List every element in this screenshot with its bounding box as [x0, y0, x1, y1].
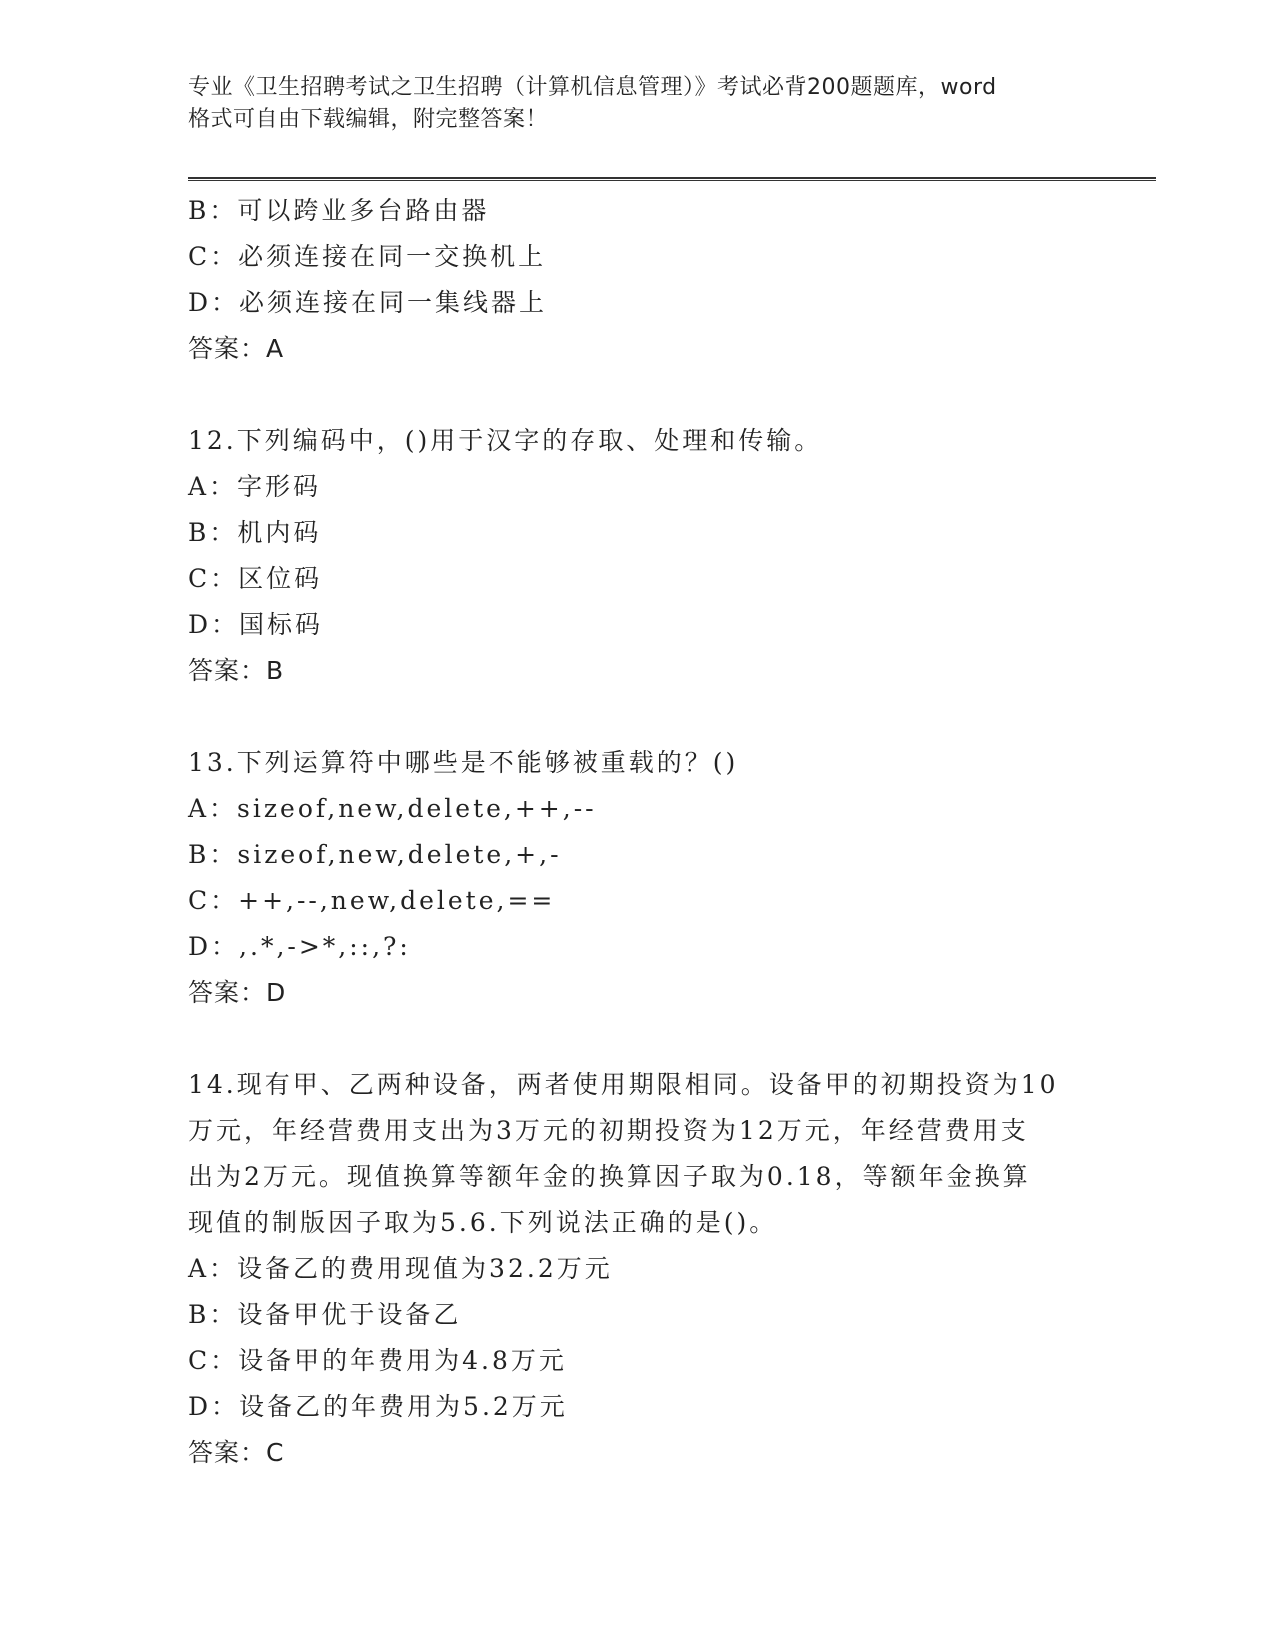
- question-stem-line-1: 14.现有甲、乙两种设备，两者使用期限相同。设备甲的初期投资为10: [188, 1070, 1059, 1099]
- answer: 答案：B: [188, 656, 285, 685]
- option-b: B：设备甲优于设备乙: [188, 1300, 462, 1329]
- header-line-2: 格式可自由下载编辑，附完整答案！: [188, 107, 549, 132]
- option-a: A：设备乙的费用现值为32.2万元: [188, 1254, 613, 1283]
- question-stem-line-4: 现值的制版因子取为5.6.下列说法正确的是()。: [188, 1208, 778, 1237]
- question-14: [188, 1062, 1108, 1476]
- option-d: D：国标码: [188, 610, 324, 639]
- option-a: A：字形码: [188, 472, 322, 501]
- question-stem-line-3: 出为2万元。现值换算等额年金的换算因子取为0.18，等额年金换算: [188, 1162, 1031, 1191]
- option-c: C：++,--,new,delete,==: [188, 886, 556, 915]
- answer: 答案：C: [188, 1438, 285, 1467]
- question-stem-line-2: 万元，年经营费用支出为3万元的初期投资为12万元，年经营费用支: [188, 1116, 1029, 1145]
- option-b: B：sizeof,new,delete,+,-: [188, 840, 562, 869]
- option-c: C：必须连接在同一交换机上: [188, 242, 547, 271]
- question-13: [188, 740, 1108, 1016]
- question-stem: 12.下列编码中，()用于汉字的存取、处理和传输。: [188, 426, 823, 455]
- spacer: [188, 372, 1108, 418]
- option-a: A：sizeof,new,delete,++,--: [188, 794, 597, 823]
- question-list: [188, 188, 1108, 1476]
- header-line-1: 专业《卫生招聘考试之卫生招聘（计算机信息管理）》考试必背200题题库，word: [188, 75, 997, 100]
- option-c: C：设备甲的年费用为4.8万元: [188, 1346, 567, 1375]
- document-header: [188, 72, 1088, 136]
- question-12: [188, 418, 1108, 694]
- answer: 答案：D: [188, 978, 287, 1007]
- question-stem: 13.下列运算符中哪些是不能够被重载的？(): [188, 748, 739, 777]
- option-b: B：机内码: [188, 518, 322, 547]
- question-11-continued: [188, 188, 1108, 372]
- answer: 答案：A: [188, 334, 285, 363]
- option-c: C：区位码: [188, 564, 323, 593]
- option-b: B：可以跨业多台路由器: [188, 196, 490, 225]
- option-d: D：设备乙的年费用为5.2万元: [188, 1392, 568, 1421]
- header-divider: [188, 177, 1156, 181]
- spacer: [188, 1016, 1108, 1062]
- option-d: D：,.*,->*,::,?:: [188, 932, 411, 961]
- option-d: D：必须连接在同一集线器上: [188, 288, 548, 317]
- spacer: [188, 694, 1108, 740]
